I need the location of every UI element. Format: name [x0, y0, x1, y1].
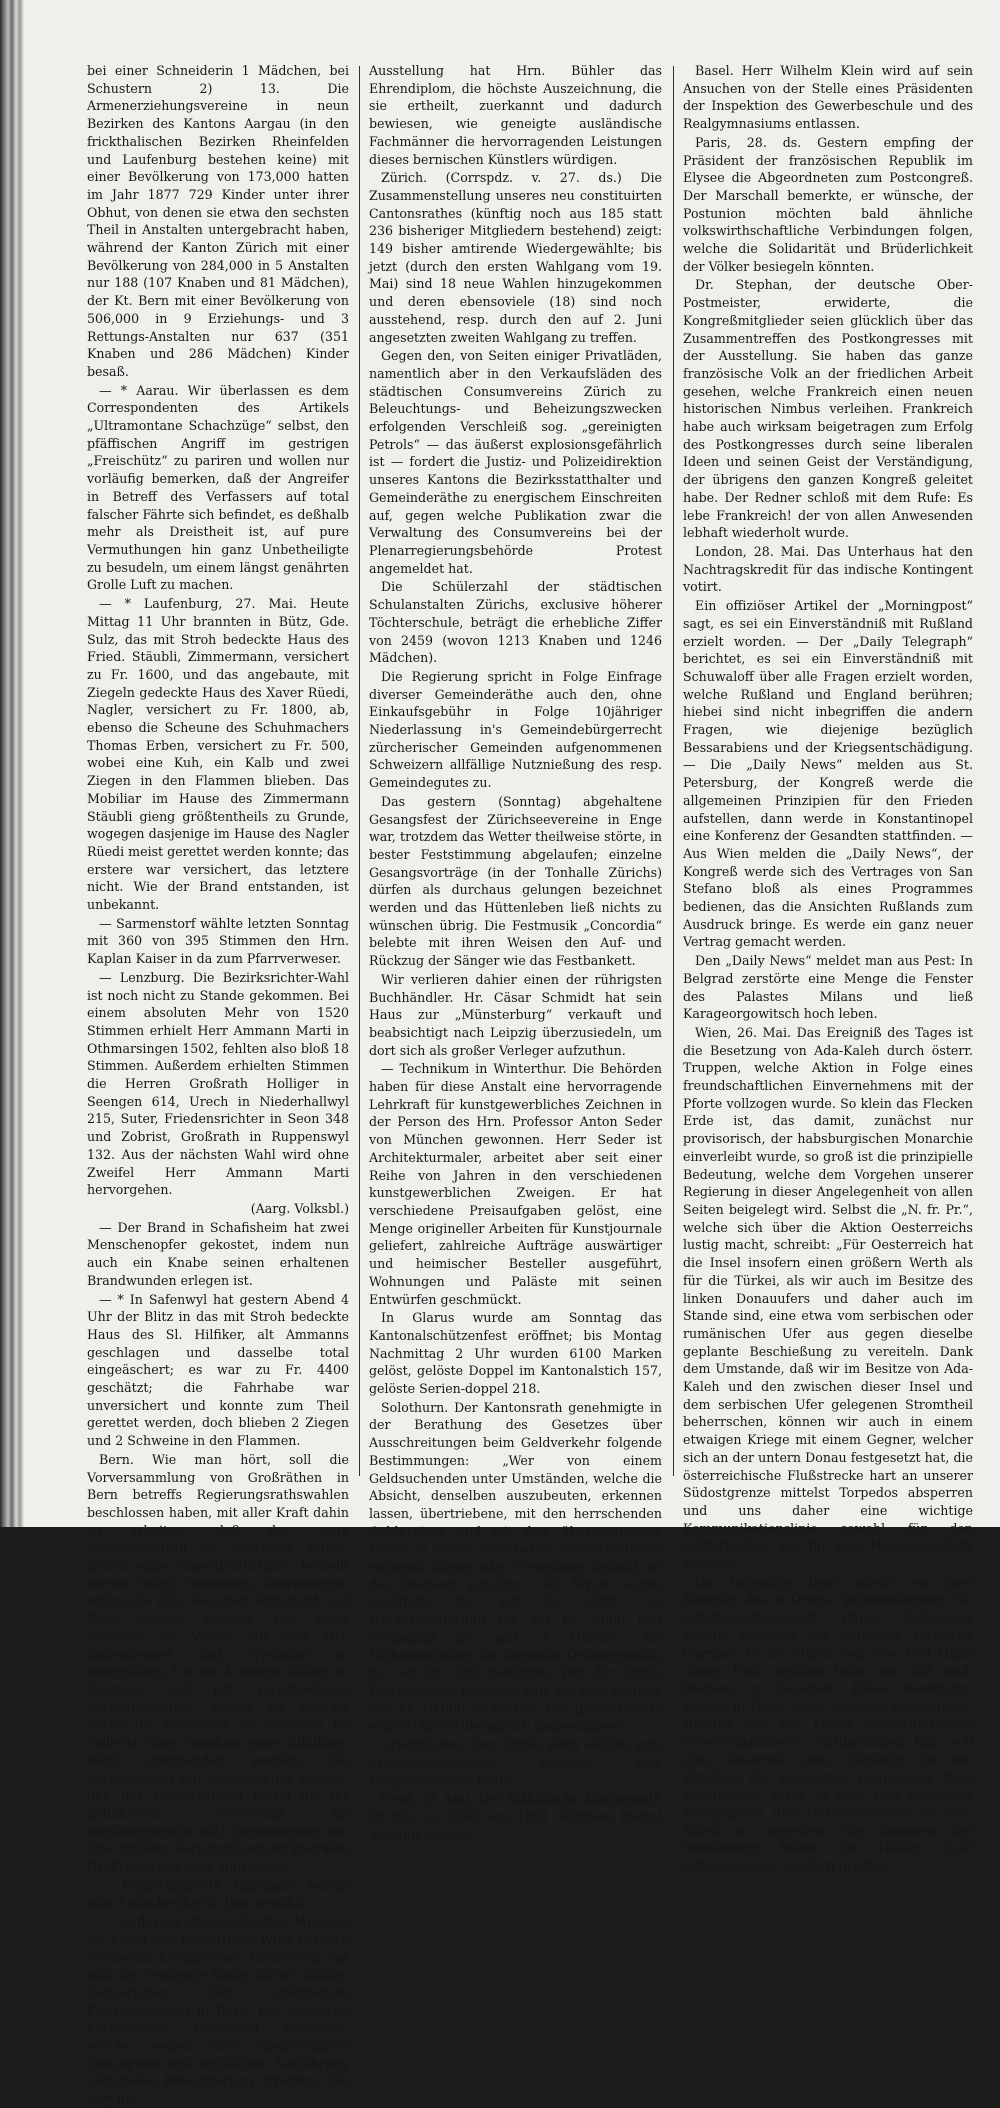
article-laufenburg: — * Laufenburg, 27. Mai. Heute Mittag 11 Uhr brannten in Bütz, Gde. Sulz, das mit Stroh bedeckte Haus des Fried. Stäubli, Zimmermann, versichert zu Fr. 1600, und das angebaute, mit Ziegeln gedeckte Haus des Xaver Rüedi, Nagler, versichert zu Fr. 1800, ab, ebenso die Scheune des Schuhmachers Thomas Erben, versichert zu Fr. 500, wobei eine Kuh, ein Kalb und zwei Ziegen in den Flammen blieben. Das Mobiliar im Hause des Zimmermann Stäubli gieng größtentheils zu Grunde, wogegen dasjenige im Hause des Nagler Rüedi meist gerettet werden konnte; das erstere war versichert, das letztere nicht. Wie der Brand entstanden, ist unbekannt.	[87, 596, 349, 913]
article-bern: Bern. Wie man hört, soll die Vorversammlung von Großräthen in Bern betreffs Regierungsrathswahlen beschlossen haben, mit aller Kraft dahin zu arbeiten, daß der neue Regierungsrath in liberalem Sinne, jedoch ohne Ausschließlichkeit, bestellt werde. Durch besondere Abordnungen sollen die HH. Teuscher, Ritschard und Rohr ersucht werden, sich einer Neuwahl im Verein mit den HH. Bodenheimer und Wynistorf zu unterziehen. Um die 4 andern Stellen zu besetzen, soll mit verschiedenen Persönlichkeiten, denen die liberale Partei ihr Vertrauen zu schenken im Falle ist, über Annahme einer allfälligen Wahl unterhandelt werden. Die Versammlung war durchaus der Ansicht, daß der konservativen Partei die ihr gebührende Vertretung im Regierungsrathe auch zuzuerkennen sei. Eine größere Versammlung der liberalen Großräthe soll noch stattfinden.	[87, 1451, 349, 1875]
article-genf: Genf, 28. Mai. Der katholische Kirchenrath ist mit ca. 1340 von 1391 Stimmen liberal gewählt worden.	[369, 1791, 662, 1842]
column-right	[683, 62, 973, 1874]
article-solothurn: Solothurn. Der Kantonsrath genehmigte in der Berathung des Gesetzes über Ausschreitungen beim Geldverkehr folgende Bestimmungen: „Wer von einem Geldsuchenden unter Umständen, welche die Absicht, denselben auszubeuten, erkennen lassen, übertriebene, mit den herrschenden Geldpreisen und mit dem übernommenen Risico in einem offenbaren Mißverhältnisse stehende Zinsen oder Provisionen bezieht, ist des Wuchers schuldig.“ Als Strafe wurde Geldbuße bis auf Fr. 1000, im Wiederholungsfall bis auf Fr. 2000 und Gefängniß bis auf 3 Monate, für Nichtbeachtung der formalen Ordnungsbuße bis auf Fr. 200 bestimmt. Wer für Dritte Betreibungen besorgen will, hat eine Caution von Fr. 10,000 zu leisten. Das ganze Gesetz wurde ohne Widerspruch angenommen.	[369, 1399, 662, 1734]
book-binding-edge	[0, 0, 24, 1527]
article-gesangsfest: Das gestern (Sonntag) abgehaltene Gesangsfest der Zürichseevereine in Enge war, trotzdem das Wetter theilweise störte, in bester Feststimmung abgelaufen; einzelne Gesangsvorträge (in der Tonhalle Zürichs) dürfen als durchaus gelungen bezeichnet werden und das Hüttenleben ließ nichts zu wünschen übrig. Die Festmusik „Concordia“ belebte mit ihren Weisen den Auf- und Rückzug der Sänger wie das Festbankett.	[369, 793, 662, 969]
column-middle	[369, 62, 662, 1842]
article-basel: Basel. Herr Wilhelm Klein wird auf sein Ansuchen von der Stelle eines Präsidenten der Inspektion des Gewerbeschule und des Realgymnasiums entlassen.	[683, 63, 973, 132]
source-attribution: (Aarg. Volksbl.)	[250, 1201, 349, 1216]
article-buchhaendler: Wir verlieren dahier einen der rührigsten Buchhändler. Hr. Cäsar Schmidt hat sein Haus zur „Münsterburg“ verkauft und beabsichtigt nach Leipzig überzusiedeln, um dort sich als großer Verleger aufzuthun.	[369, 971, 662, 1058]
article-stephan: Dr. Stephan, der deutsche Ober-Postmeister, erwiderte, die Kongreßmitglieder seien glücklich über das Zusammentreffen des Postkongresses mit der Ausstellung. Sie haben das ganze französische Volk an der friedlichen Arbeit gesehen, welche Frankreich einen neuen historischen Nimbus verleihen. Frankreich habe auch wirksam beigetragen zum Erfolg des Postkongresses durch seine liberalen Ideen und seinen Geist der Verständigung, der übrigens den ganzen Kongreß geleitet habe. Der Redner schloß mit dem Rufe: Es lebe Frankreich! der von allen Anwesenden lebhaft wiederholt wurde.	[683, 277, 973, 541]
article-buehler-continued: Ausstellung hat Hrn. Bühler das Ehrendiplom, die höchste Auszeichnung, die sie ertheilt, zuerkannt und dadurch bewiesen, wie geneigte ausländische Fachmänner die hervorragenden Leistungen dieses bernischen Künstlers würdigen.	[369, 63, 662, 167]
article-insel-besetzung: Die befestigte Insel wurde von zwei Kompag. des in Orsova garnisonirenden 78. Infanterie-Regiments Baron Sokcsevics besetzt nachdem die seitherige türkische Garnison in der Stärke von etwa 600 Mann diesen Platz geräumt hatte, um sich nach Bosnien zu begeben. Diese Besetzung, welche in Folge eines zwischen Oesterreich-Ungarn und der Pforte abgeschlossenen Uebereinkommens stattgefunden hat, soll eine dauernde sein. Vorläufig ist ein Bataillon des genannten Regimentes dazu ausersehen, durch je zwei sich ablösende Kompagnien den Garnisonsdienst in Ada-Kaleh zu versehen. Die Kanonen der Inselfestung haben die Türken nicht mitgenommen, sondern in öster-	[683, 1574, 973, 1874]
article-lenzburg: — Lenzburg. Die Bezirksrichter-Wahl ist noch nicht zu Stande gekommen. Bei einem absoluten Mehr von 1520 Stimmen erhielt Herr Ammann Marti in Othmarsingen 1502, fehlten also bloß 18 Stimmen. Außerdem erhielten Stimmen die Herren Großrath Holliger in Seengen 614, Urech in Niederhallwyl 215, Suter, Friedensrichter in Seon 348 und Zobrist, Großrath in Ruppenswyl 132. Aus der nächsten Wahl wird ohne Zweifel Herr Ammann Marti hervorgehen.	[87, 969, 349, 1198]
article-hartmann: — Regierungsrath Hartmann wurde zum Amtschreiber in Biel gewählt.	[87, 1877, 349, 1911]
article-petrol: Gegen den, von Seiten einiger Privatläden, namentlich aber in den Verkaufsläden des städtischen Consumvereins Zürich zu Beleuchtungs- und Beheizungszwecken erfolgenden Verschleiß sog. „gereinigten Petrols“ — das äußerst explosionsgefährlich ist — fordert die Justiz- und Polizeidirektion unseres Kantons die Bezirksstatthalter und Gemeinderäthe zu energischem Einschreiten auf, gegen welche Publikation zwar die Verwaltung des Consumvereins bei der Plenarregierungsbehörde Protest angemeldet hat.	[369, 348, 662, 576]
article-wien-ada-kaleh: Wien, 26. Mai. Das Ereigniß des Tages ist die Besetzung von Ada-Kaleh durch österr. Truppen, welche Aktion in Folge eines freundschaftlichen Einvernehmens mit der Pforte vollzogen wurde. So klein das Flecken Erde ist, das damit, zunächst nur provisorisch, der habsburgischen Monarchie einverleibt wurde, so groß ist die prinzipielle Bedeutung, welche dem Vorgehen unserer Regierung in dieser Angelegenheit von allen Seiten beigelegt wird. Selbst die „N. fr. Pr.“, welche sich über die Aktion Oesterreichs lustig macht, schreibt: „Für Oesterreich hat die Insel insofern einen größern Werth als für die Türkei, als wir auch im Besitze des linken Donauufers und daher auch im Stande sind, eine etwa vom serbischen oder rumänischen Ufer aus gegen dieselbe geplante Beschießung zu vereiteln. Dank dem Umstande, daß wir im Besitze von Ada-Kaleh und den zwischen dieser Insel und dem serbischen Ufer gelegenen Stromtheil beherrschen, können wir auch in einem etwaigen Kriege mit einem Gegner, welcher sich an der untern Donau festgesetzt hat, die österreichische Flußstrecke hart an unserer Südostgrenze mittelst Torpedos absperren und uns daher eine wichtige Kommunikationslinie sowohl für den militärischen, als für den Handelsverkehr erhalten.“	[683, 1024, 973, 1572]
article-sarmenstorf: — Sarmenstorf wählte letzten Sonntag mit 360 von 395 Stimmen den Hrn. Kaplan Kaiser in da zum Pfarrverweser.	[87, 915, 349, 967]
article-zuerich-cantonsrath: Zürich. (Corrspdz. v. 27. ds.) Die Zusammenstellung unseres neu constituirten Cantonsrathes (künftig noch aus 185 statt 236 bisheriger Mitgliedern bestehend) zeigt: 149 bisher amtirende Wiedergewählte; bis jetzt (durch den ersten Wahlgang vom 19. Mai) sind 18 neue Wahlen hinzugekommen und deren ebensoviele (18) sind noch ausstehend, resp. durch den auf 2. Juni angesetzten zweiten Wahlgang zu treffen.	[369, 170, 662, 345]
article-wien-museum: — An der im österreichischen Museum für Kunst und Industrie in Wien kürzlich eröffneten heraldischen Ausstellung hat sich der verdiente Maler Christ. Bühler, Conservator der städtischen Kunstsammlung in Bern, mit mehreren heraldischen Gemälden betheiligt, welche wegen ihrer meisterhaften Conception und trefflichen Ausführung allgemeine Bewunderung erregten. Die Jury der	[87, 1914, 349, 2107]
article-technikum: — Technikum in Winterthur. Die Behörden haben für diese Anstalt eine hervorragende Lehrkraft für kunstgewerbliches Zeichnen in der Person des Hrn. Professor Anton Seder von München gewonnen. Herr Seder ist Architekturmaler, arbeitet aber seit einer Reihe von Jahren in den verschiedenen kunstgewerblichen Zweigen. Er hat verschiedene Preisaufgaben gelöst, eine Menge origineller Arbeiten für Kunstjournale geliefert, zahlreiche Aufträge auswärtiger und heimischer Besteller ausgeführt, Wohnungen und Paläste mit seinen Entwürfen geschmückt.	[369, 1061, 662, 1307]
article-belgrad: Den „Daily News“ meldet man aus Pest: In Belgrad zerstörte eine Menge die Fenster des Palastes Milans und ließ Karageorgowitsch hoch leben.	[683, 953, 973, 1022]
article-armenerziehung: bei einer Schneiderin 1 Mädchen, bei Schustern 2) 13. Die Armenerziehungsvereine in neun Bezirken des Kantons Aargau (in den frickthalischen Bezirken Rheinfelden und Laufenburg bestehen keine) mit einer Bevölkerung von 173,000 hatten im Jahr 1877 729 Kinder unter ihrer Obhut, von denen sie etwa den sechsten Theil in Anstalten untergebracht haben, während der Kanton Zürich mit einer Bevölkerung von 284,000 in 5 Anstalten nur 188 (107 Knaben und 81 Mädchen), der Kt. Bern mit einer Bevölkerung von 506,000 in 9 Erziehungs- und 3 Rettungs-Anstalten nur 637 (351 Knaben und 286 Mädchen) Kinder besaß.	[87, 63, 349, 379]
column-left	[87, 62, 349, 2107]
article-regierung: Die Regierung spricht in Folge Einfrage diverser Gemeinderäthe auch den, ohne Einkaufsgebühr in Folge 10jähriger Niederlassung in's Gemeindebürgerrecht zürcherischer Gemeinden aufgenommenen Schweizern allfällige Nutznießung des resp. Gemeindegutes zu.	[369, 668, 662, 791]
article-paris: Paris, 28. ds. Gestern empfing der Präsident der französischen Republik im Elysee die Abgeordneten zum Postcongreß. Der Marschall bemerkte, er wünsche, der Postunion möchten bald ähnliche volkswirthschaftliche Verbindungen folgen, welche die Solidarität und Brüderlichkeit der Völker besiegeln könnten.	[683, 134, 973, 274]
article-london: London, 28. Mai. Das Unterhaus hat den Nachtragskredit für das indische Kontingent votirt.	[683, 543, 973, 595]
article-morningpost: Ein offiziöser Artikel der „Morningpost“ sagt, es sei ein Einverständniß mit Rußland erzielt worden. — Der „Daily Telegraph“ berichtet, es sei ein Einverständniß mit Schuwaloff über alle Fragen erzielt worden, welche Rußland und England berühren; hiebei sind nicht inbegriffen die andern Fragen, wie diejenige bezüglich Bessarabiens und der Kriegsentschädigung. — Die „Daily News“ melden aus St. Petersburg, der Kongreß werde die allgemeinen Prinzipien für den Frieden aufstellen, dann werde in Konstantinopel eine Konferenz der Gesandten stattfinden. — Aus Wien melden die „Daily News“, der Kongreß werde sich des Vertrages von San Stefano bloß als eines Programmes bedienen, das die Ansichten Rußlands zum Ausdruck bringe. Es werde ein ganz neuer Vertrag gemacht werden.	[683, 598, 973, 950]
article-safenwyl: — * In Safenwyl hat gestern Abend 4 Uhr der Blitz in das mit Stroh bedeckte Haus des Sl. Hilfiker, alt Ammanns geschlagen und dasselbe total eingeäschert; es war zu Fr. 4400 geschätzt; die Fahrhabe war unversichert und konnte zum Theil gerettet werden, doch blieben 2 Ziegen und 2 Schweine in den Flammen.	[87, 1291, 349, 1449]
article-aarau: — * Aarau. Wir überlassen es dem Correspondenten des Artikels „Ultramontane Schachzüge“ selbst, den pfäffischen Angriff im gestrigen „Freischütz“ zu pariren und wollen nur vorläufig bemerken, daß der Angreifer in Betreff des Verfassers auf total falscher Fährte sich befindet, es deßhalb mehr als Dreistheit ist, auf pure Vermuthungen hin ganz Unbetheiligte zu besudeln, um einem längst genährten Grolle Luft zu machen.	[87, 382, 349, 593]
column-rule-right	[673, 66, 674, 1476]
article-schafisheim: — Der Brand in Schafisheim hat zwei Menschenopfer gekostet, indem nun auch ein Knabe seinen erhaltenen Brandwunden erlegen ist.	[87, 1219, 349, 1288]
column-rule-left	[359, 66, 360, 1476]
article-graubuenden: Graubünden. Der Große Rath wählte zum Standespräsidenten Bezzola, zum Vizepräsidenten Franz.	[369, 1737, 662, 1788]
article-glarus: In Glarus wurde am Sonntag das Kantonalschützenfest eröffnet; bis Montag Nachmittag 2 Uhr wurden 6100 Marken gelöst, gelöste Doppel im Kantonalstich 157, gelöste Serien-doppel 218.	[369, 1310, 662, 1397]
article-schuelerzahl: Die Schülerzahl der städtischen Schulanstalten Zürichs, exclusive höherer Töchterschule, beträgt die erhebliche Ziffer von 2459 (wovon 1213 Knaben und 1246 Mädchen).	[369, 579, 662, 666]
